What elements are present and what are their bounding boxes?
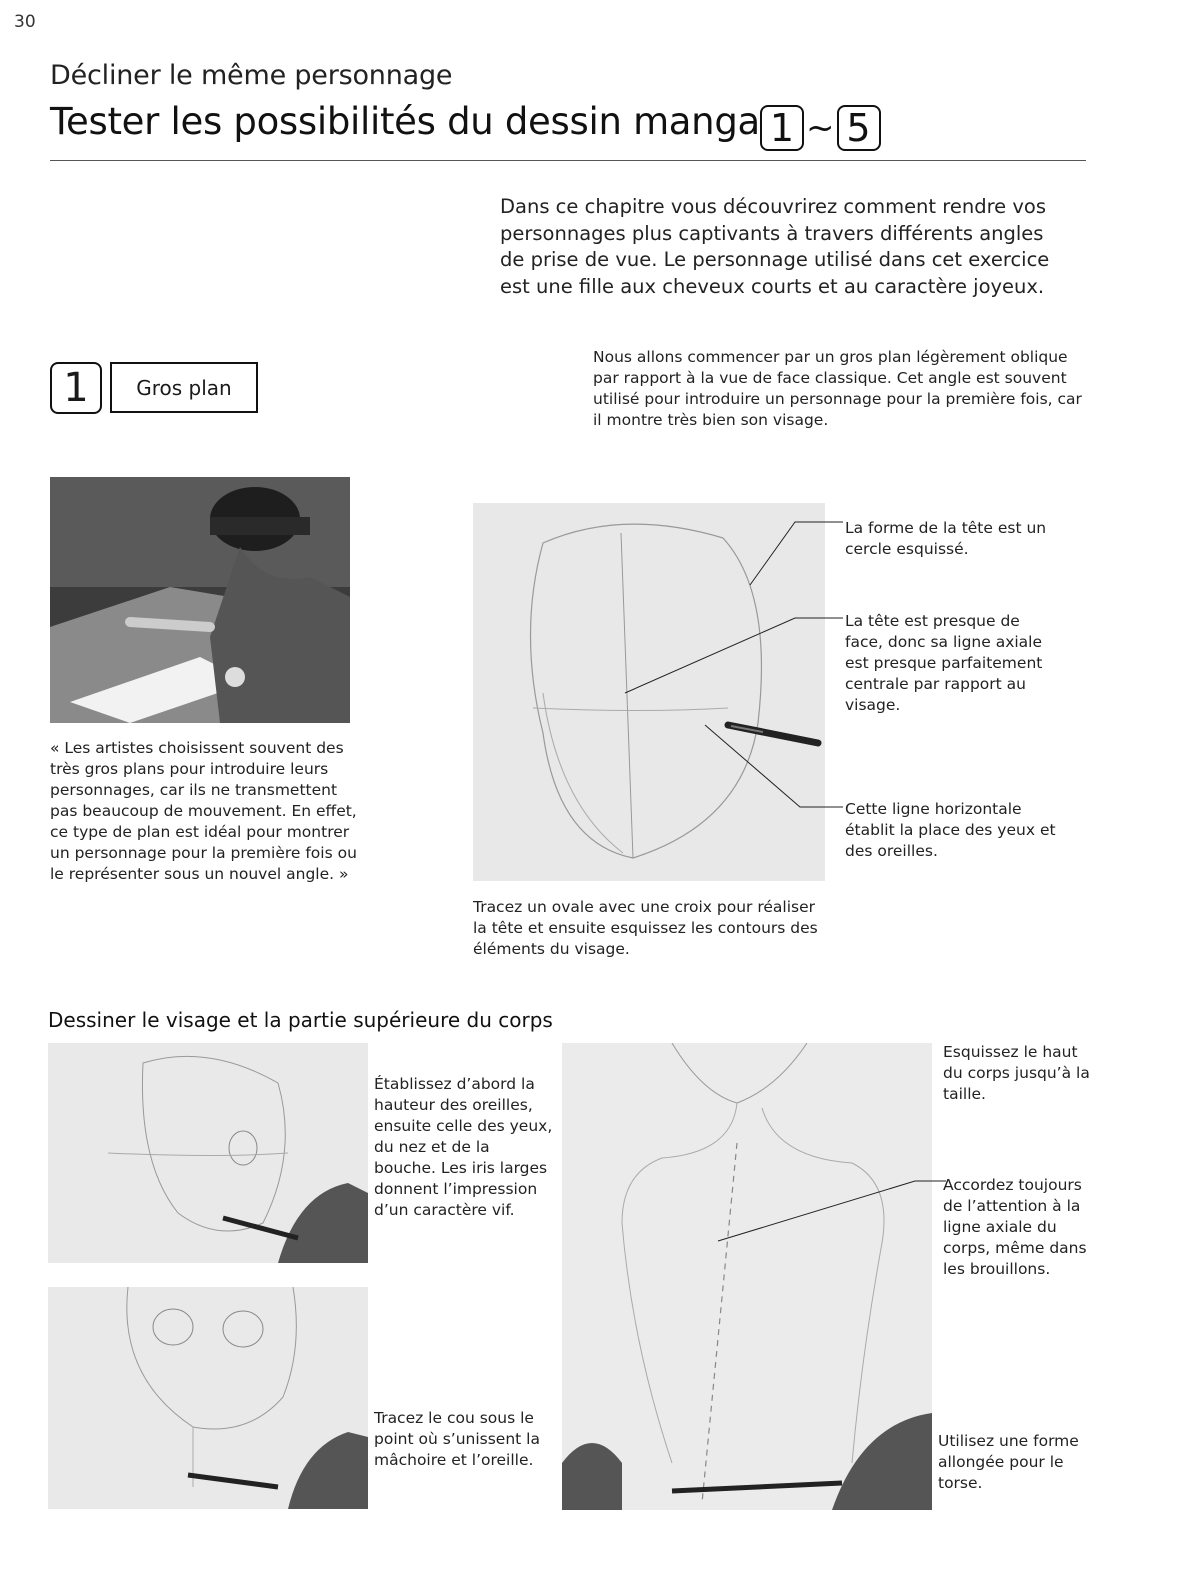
subsection-title: Dessiner le visage et la partie supérieure du corps — [48, 1008, 553, 1032]
artist-photo — [50, 477, 350, 723]
annotation-horizontal-line: Cette ligne horizontale établit la place des yeux et des oreilles. — [845, 800, 1056, 860]
annotation-axis-line: La tête est presque de face, donc sa ligne axiale est presque parfaitement centrale par rapport au visage. — [845, 612, 1043, 714]
artist-quote: « Les artistes choisissent souvent des très gros plans pour introduire leurs personnages, car ils ne transmettent pas beaucoup de mouvement. En effet, ce type de plan est idéal pour montrer un personnage pour la première fois ou le représenter sous un nouvel angle. » — [50, 739, 357, 883]
face-sketch-image-1 — [48, 1043, 368, 1263]
range-start-box: 1 — [760, 105, 804, 151]
step-axis-text: Accordez toujours de l’attention à la ligne axiale du corps, même dans les brouillons. — [943, 1176, 1087, 1278]
section-label-box: Gros plan — [110, 362, 258, 413]
axis-leader-line — [710, 1175, 950, 1245]
step-upper-body-text: Esquissez le haut du corps jusqu’à la taille. — [943, 1043, 1090, 1103]
section-number-box: 1 — [50, 362, 102, 414]
face-sketch-image-2 — [48, 1287, 368, 1509]
step-range — [760, 104, 881, 152]
range-end-box: 5 — [837, 105, 881, 151]
title-divider — [50, 160, 1086, 161]
annotation-leader-lines — [600, 515, 850, 825]
step-neck-text: Tracez le cou sous le point où s’unissent la mâchoire et l’oreille. — [374, 1409, 540, 1469]
head-sketch-caption: Tracez un ovale avec une croix pour réaliser la tête et ensuite esquissez les contours des éléments du visage. — [473, 898, 818, 958]
page-title: Tester les possibilités du dessin manga — [50, 100, 760, 143]
annotation-head-shape: La forme de la tête est un cercle esquissé. — [845, 519, 1047, 558]
section-description: Nous allons commencer par un gros plan légèrement oblique par rapport à la vue de face classique. Cet angle est souvent utilisé pour introduire un personnage pour la première fois, car il montre très bien son visage. — [593, 348, 1082, 429]
page-supertitle: Décliner le même personnage — [50, 60, 453, 91]
intro-paragraph: Dans ce chapitre vous découvrirez comment rendre vos personnages plus captivants à travers différents angles de prise de vue. Le personnage utilisé dans cet exercice est une fille aux cheveux courts et au caractère joyeux. — [500, 195, 1050, 298]
step-torso-text: Utilisez une forme allongée pour le torse. — [938, 1432, 1079, 1492]
range-separator: ~ — [806, 108, 835, 148]
step-ears-text: Établissez d’abord la hauteur des oreilles, ensuite celle des yeux, du nez et de la bouche. Les iris larges donnent l’impression d’un caractère vif. — [374, 1075, 553, 1219]
page-number: 30 — [14, 12, 36, 32]
upper-body-sketch-image — [562, 1043, 932, 1510]
